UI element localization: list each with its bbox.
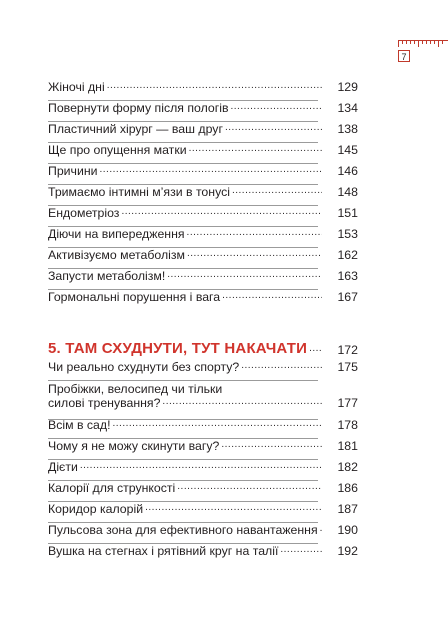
toc-entry [48, 143, 358, 157]
leader-dots [280, 544, 322, 555]
leader-dots [99, 164, 322, 175]
ruler-tick [438, 40, 439, 47]
toc-entry [48, 460, 358, 474]
toc-entry-title: Всім в сад! [48, 418, 111, 432]
ruler-decoration [398, 40, 448, 64]
toc-entry-page: 190 [337, 523, 358, 537]
leader-dots [177, 481, 322, 492]
ruler-tick [422, 40, 423, 44]
toc-entry [48, 206, 358, 220]
toc-entry [48, 227, 358, 241]
toc-entry-title: Пульсова зона для ефективного навантаження [48, 523, 318, 537]
toc-entry-page: 145 [337, 143, 358, 157]
toc-entry-page: 148 [337, 185, 358, 199]
leader-dots [225, 122, 322, 133]
chapter-page: 172 [337, 343, 358, 357]
leader-dots [221, 439, 322, 450]
toc-entry [48, 523, 358, 537]
ruler-tick [426, 40, 427, 44]
toc-entry-title: Тримаємо інтимні м’язи в тонусі [48, 185, 230, 199]
leader-dots [121, 206, 322, 217]
toc-entry-title: Чому я не можу скинути вагу? [48, 439, 220, 453]
toc-entry-title-continued: силові тренування? [48, 396, 161, 410]
toc-entry [48, 481, 358, 495]
toc-entry-title: Чи реально схуднути без спорту? [48, 360, 240, 374]
toc-entry-title: Пробіжки, велосипед чи тільки [48, 382, 223, 396]
leader-dots [187, 248, 322, 259]
leader-dots [189, 143, 322, 154]
toc-entry-title: Гормональні порушення і вага [48, 290, 221, 304]
leader-dots [162, 396, 322, 407]
toc-entry-page: 134 [337, 101, 358, 115]
toc-entry-title: Запусти метаболізм! [48, 269, 166, 283]
toc-entry-title: Причини [48, 164, 98, 178]
toc-entry-page: 146 [337, 164, 358, 178]
toc-entry [48, 382, 358, 410]
ruler-tick [430, 40, 431, 44]
leader-dots [230, 101, 322, 112]
toc-entry-title: Жіночі дні [48, 80, 105, 94]
leader-dots [241, 360, 322, 371]
toc-entry-title: Дієти [48, 460, 78, 474]
ruler-tick [406, 40, 407, 44]
toc-entry [48, 101, 358, 115]
toc-entry-page: 178 [337, 418, 358, 432]
toc-entry-page: 129 [337, 80, 358, 94]
toc-entry-page: 187 [337, 502, 358, 516]
toc-entry-page: 181 [337, 439, 358, 453]
toc-entry-page: 167 [337, 290, 358, 304]
leader-dots [80, 460, 322, 471]
ruler-tick [398, 40, 399, 47]
toc-entry-page: 182 [337, 460, 358, 474]
toc-entry-title: Ендометріоз [48, 206, 120, 220]
toc-entry-title: Повернути форму після пологів [48, 101, 229, 115]
chapter-title: 5. ТАМ СХУДНУТИ, ТУТ НАКАЧАТИ [48, 340, 308, 357]
toc-entry-page: 162 [337, 248, 358, 262]
toc-entry [48, 248, 358, 262]
ruler-tick [442, 40, 443, 44]
leader-dots [112, 418, 322, 429]
toc-entry-page: 177 [337, 396, 358, 410]
ruler-tick [418, 40, 419, 47]
toc-entry [48, 439, 358, 453]
ruler-tick [434, 40, 435, 44]
toc-entry-title: Діючи на випередження [48, 227, 185, 241]
toc-entry-title: Активізуємо метаболізм [48, 248, 185, 262]
ruler-tick [402, 40, 403, 44]
toc-entry-page: 163 [337, 269, 358, 283]
toc-entry [48, 502, 358, 516]
toc-entry [48, 185, 358, 199]
toc-entry-page: 138 [337, 122, 358, 136]
leader-dots [320, 523, 322, 534]
toc-entry [48, 290, 358, 304]
toc-entry [48, 80, 358, 94]
toc-entry-page: 192 [337, 544, 358, 558]
leader-dots [187, 227, 322, 238]
toc-entry [48, 360, 358, 374]
toc-entry-line2 [48, 396, 358, 410]
ruler-tick [414, 40, 415, 44]
toc-entry [48, 164, 358, 178]
chapter-heading [48, 340, 358, 357]
toc-entry-title: Пластичний хірург — ваш друг [48, 122, 223, 136]
leader-dots [309, 343, 322, 354]
toc-entry-page: 175 [337, 360, 358, 374]
toc-entry [48, 122, 358, 136]
leader-dots [145, 502, 322, 513]
toc-entry-title: Ще про опущення матки [48, 143, 187, 157]
toc-entry-page: 186 [337, 481, 358, 495]
page-number: 7 [398, 50, 410, 62]
toc-entry [48, 269, 358, 283]
toc-entry-title: Вушка на стегнах і рятівний круг на талії [48, 544, 279, 558]
divider [48, 380, 318, 381]
toc-entry-page: 153 [337, 227, 358, 241]
leader-dots [107, 80, 322, 91]
toc-entry-page: 151 [337, 206, 358, 220]
ruler-tick [410, 40, 411, 44]
leader-dots [167, 269, 322, 280]
leader-dots [232, 185, 322, 196]
toc-entry-title: Коридор калорій [48, 502, 144, 516]
leader-dots [222, 290, 322, 301]
toc-entry-title: Калорії для стрункості [48, 481, 176, 495]
toc-entry [48, 544, 358, 558]
toc-entry [48, 418, 358, 432]
